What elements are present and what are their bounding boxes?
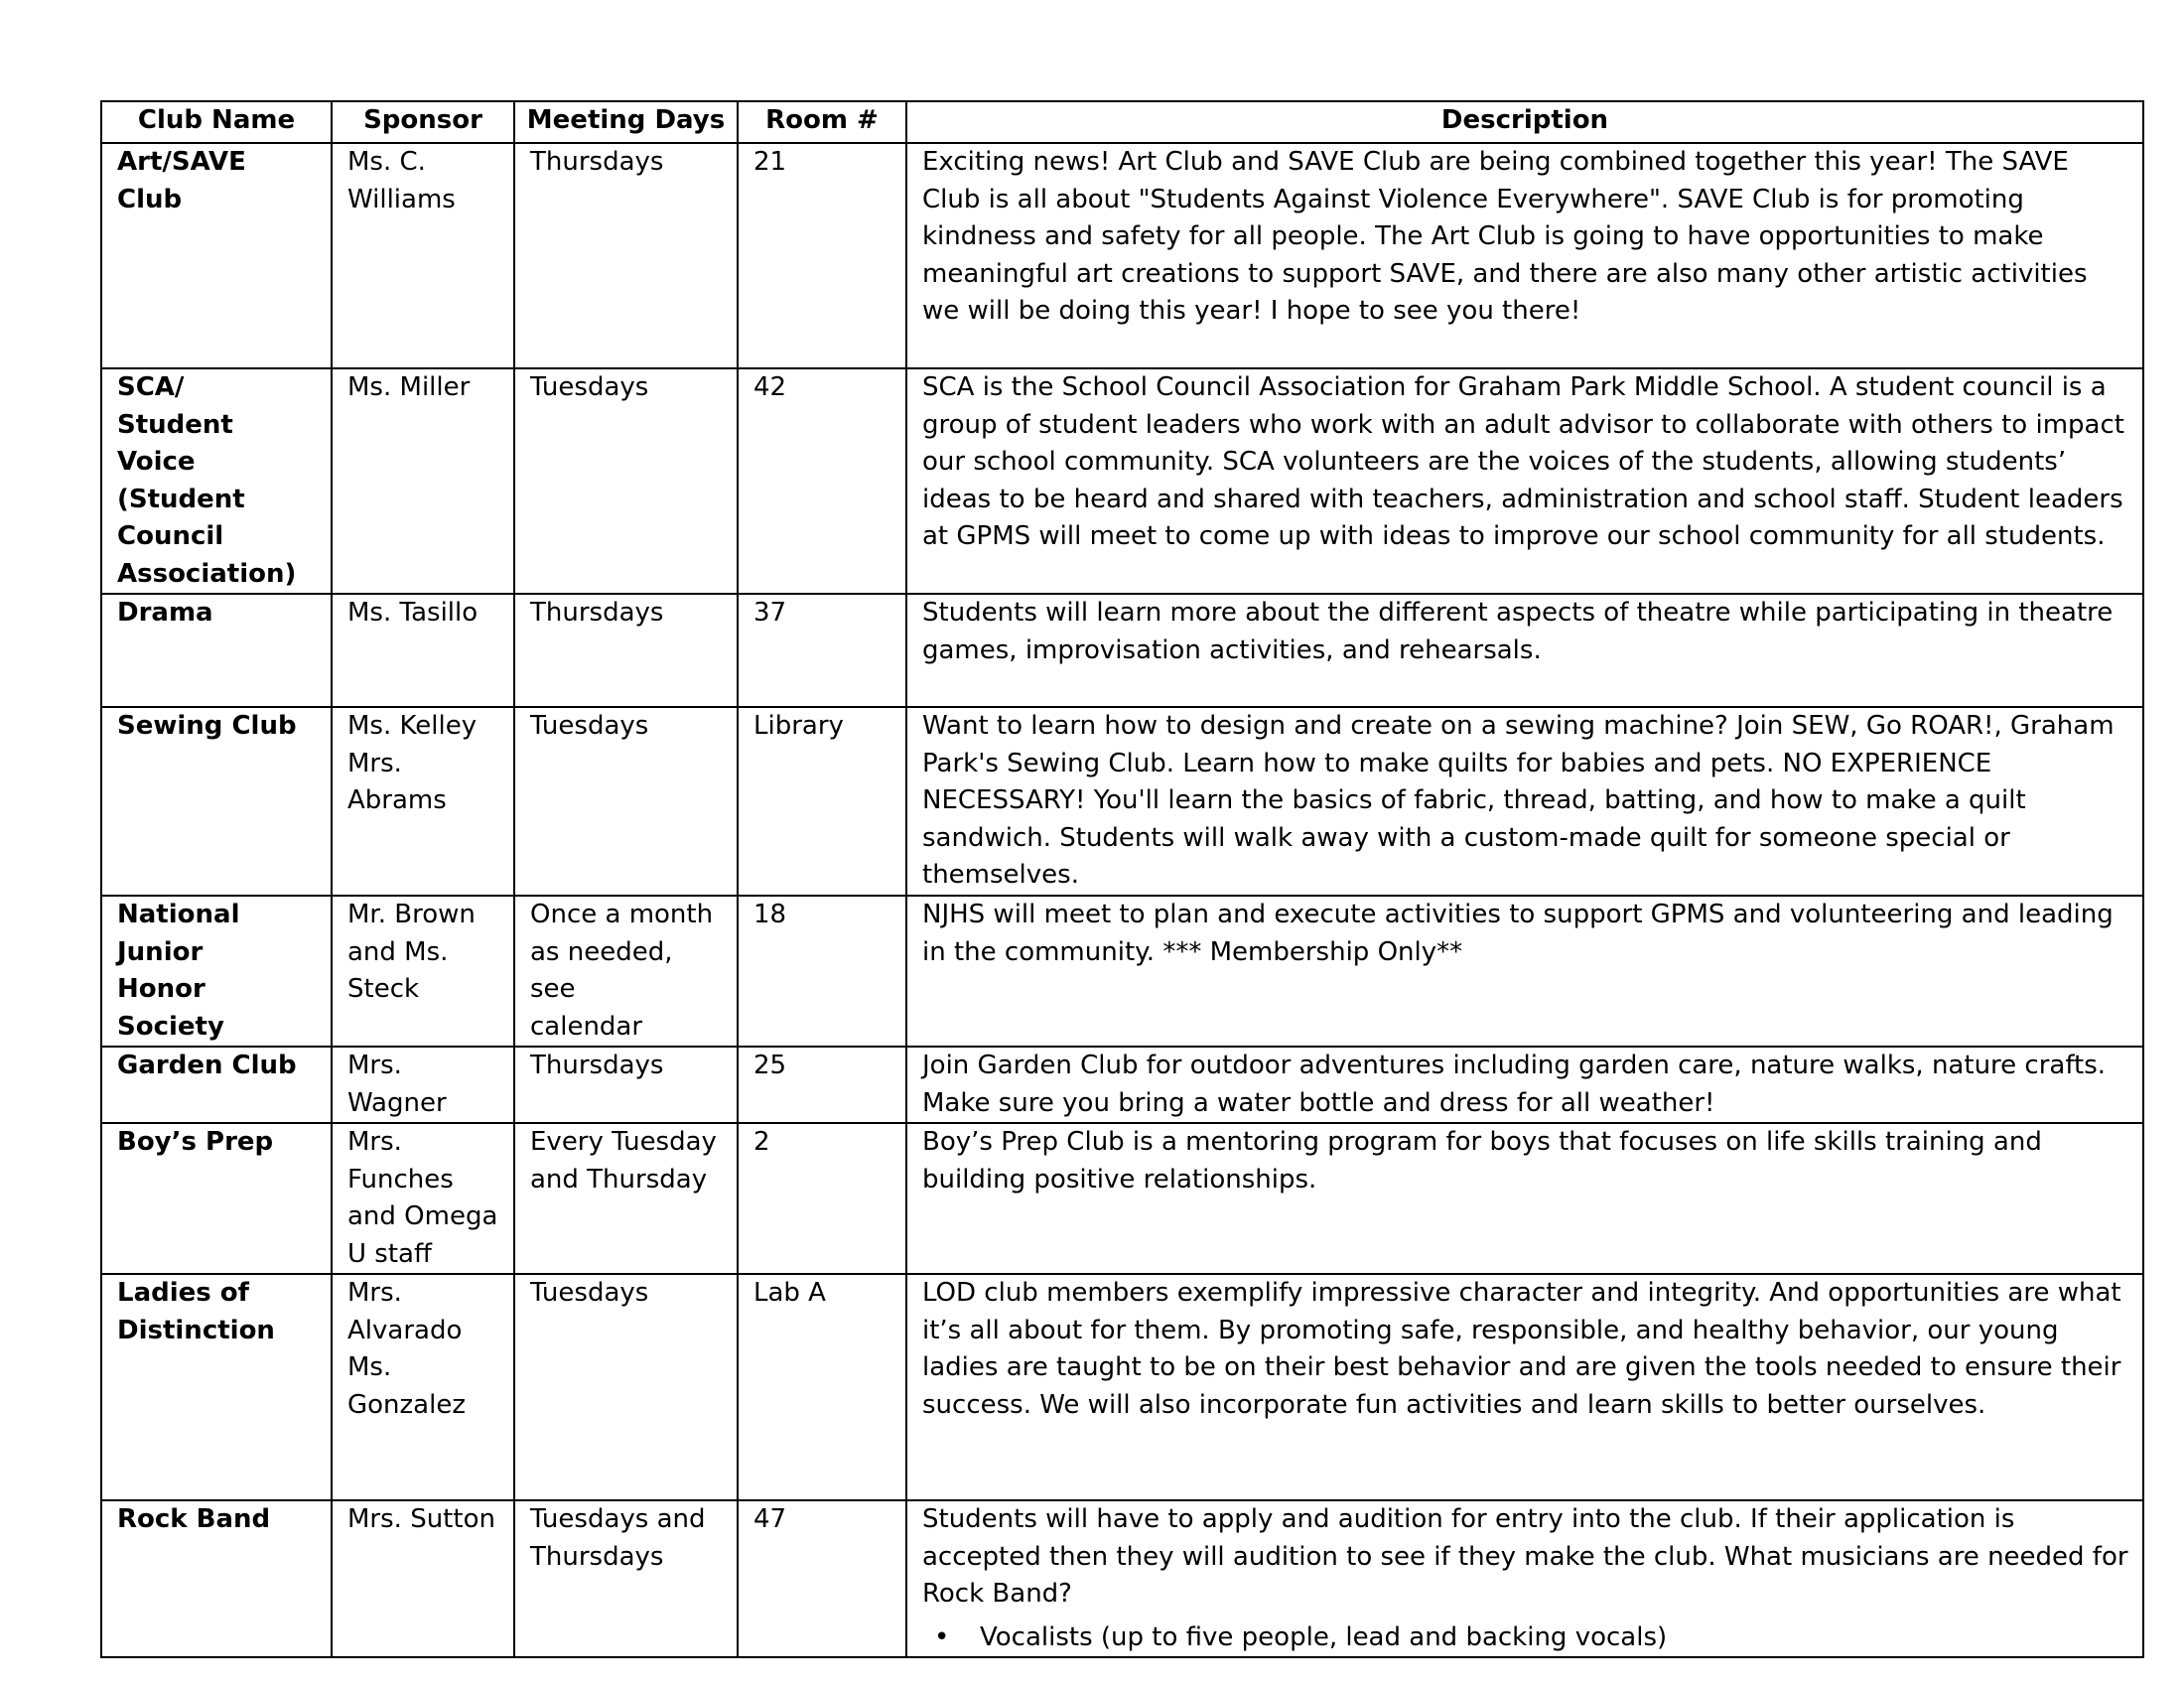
table-row-garden-club xyxy=(101,1047,2143,1123)
club-name-line: Art/SAVE Club xyxy=(117,147,246,214)
meeting-days-cell xyxy=(514,1274,738,1500)
meeting-days-cell xyxy=(514,368,738,594)
meeting-days-line: Every Tuesday xyxy=(530,1127,717,1157)
room-number: 42 xyxy=(753,372,787,402)
sponsor-cell xyxy=(332,1047,514,1123)
meeting-days-line: as needed, see xyxy=(530,936,673,1004)
table-row-ladies-of-distinction xyxy=(101,1274,2143,1500)
sponsor-line: U staff xyxy=(347,1238,432,1269)
sponsor-line: Ms. Kelley xyxy=(347,711,478,741)
description-cell xyxy=(906,1047,2143,1123)
club-name-line: Garden Club xyxy=(117,1051,297,1080)
description-cell xyxy=(906,368,2143,594)
bullet-list xyxy=(922,1619,2130,1657)
sponsor-line: Mrs. Sutton xyxy=(347,1504,495,1534)
club-name-line: Rock Band xyxy=(117,1504,271,1534)
description-cell xyxy=(906,707,2143,896)
club-name-line: Student Voice xyxy=(117,409,233,477)
description-cell xyxy=(906,1123,2143,1274)
sponsor-cell xyxy=(332,896,514,1047)
club-name-line: Association) xyxy=(117,558,297,589)
club-name-cell xyxy=(101,368,332,594)
meeting-days-line: Tuesdays xyxy=(530,372,649,402)
meeting-days-line: Once a month xyxy=(530,900,714,929)
club-rows xyxy=(101,143,2143,1657)
room-cell xyxy=(738,1123,906,1274)
room-cell xyxy=(738,368,906,594)
sponsor-line: Williams xyxy=(347,184,456,214)
meeting-days-cell xyxy=(514,896,738,1047)
room-number: Library xyxy=(753,711,844,741)
sponsor-line: Mrs. xyxy=(347,1278,402,1308)
meeting-days-line: and Thursday xyxy=(530,1164,708,1195)
room-cell xyxy=(738,594,906,707)
description-cell xyxy=(906,896,2143,1047)
description-cell xyxy=(906,594,2143,707)
sponsor-line: Ms. C. xyxy=(347,147,426,177)
meeting-days-cell xyxy=(514,1123,738,1274)
club-name-line: Boy’s Prep xyxy=(117,1127,274,1157)
header-meeting-days: Meeting Days xyxy=(514,101,738,143)
club-name-line: Council xyxy=(117,521,224,551)
sponsor-line: Ms. Miller xyxy=(347,372,471,402)
meeting-days-line: Thursdays xyxy=(530,147,664,177)
description-text: SCA is the School Council Association for Graham Park Middle School. A student council is a group of student leaders who work with an adult advisor to collaborate with others to impact our school community. SCA volunteers are the voices of the students, allowing students’ ideas to be heard and shared with teachers, administration and school staff. Student leaders at GPMS will meet to come up with ideas to improve our school community for all students. xyxy=(922,372,2124,551)
club-name-cell xyxy=(101,707,332,896)
sponsor-line: Funches xyxy=(347,1164,454,1195)
sponsor-line: Mr. Brown xyxy=(347,900,476,929)
meeting-days-cell xyxy=(514,1047,738,1123)
sponsor-cell xyxy=(332,1500,514,1657)
room-number: 47 xyxy=(753,1504,787,1534)
bullet-text: Vocalists (up to five people, lead and backing vocals) xyxy=(980,1621,1668,1652)
club-name-line: SCA/ xyxy=(117,372,185,402)
club-name-line: Drama xyxy=(117,598,213,628)
description-text: Join Garden Club for outdoor adventures including garden care, nature walks, nature crafts. Make sure you bring a water bottle and dress for all weather! xyxy=(922,1051,2107,1118)
table-row-sewing-club xyxy=(101,707,2143,896)
meeting-days-line: Thursdays xyxy=(530,1541,664,1572)
room-number: 37 xyxy=(753,598,787,628)
sponsor-line: Ms. Tasillo xyxy=(347,598,478,628)
meeting-days-line: Tuesdays xyxy=(530,711,649,741)
club-name-line: Sewing Club xyxy=(117,711,297,741)
club-name-cell xyxy=(101,594,332,707)
sponsor-line: Mrs. xyxy=(347,1127,402,1157)
meeting-days-cell xyxy=(514,1500,738,1657)
description-text: Students will have to apply and audition for entry into the club. If their application is accepted then they will audition to see if they make the club. What musicians are needed for Rock Band? xyxy=(922,1504,2128,1609)
room-cell xyxy=(738,143,906,368)
club-name-cell xyxy=(101,1123,332,1274)
club-name-cell xyxy=(101,1500,332,1657)
meeting-days-line: Thursdays xyxy=(530,598,664,628)
club-name-cell xyxy=(101,1047,332,1123)
header-club-name: Club Name xyxy=(101,101,332,143)
room-number: 2 xyxy=(753,1127,770,1157)
header-description: Description xyxy=(906,101,2143,143)
meeting-days-cell xyxy=(514,707,738,896)
sponsor-line: Gonzalez xyxy=(347,1389,466,1420)
description-text: Exciting news! Art Club and SAVE Club are being combined together this year! The SAVE Club is all about "Students Against Violence Everywhere". SAVE Club is for promoting kindness and safety for all people. The Art Club is going to have opportunities to make meaningful art creations to support SAVE, and there are also many other artistic activities we will be doing this year! I hope to see you there! xyxy=(922,147,2088,326)
description-cell xyxy=(906,1274,2143,1500)
clubs-table xyxy=(100,100,2144,1658)
description-text: Want to learn how to design and create on a sewing machine? Join SEW, Go ROAR!, Graham Park's Sewing Club. Learn how to make quilts for babies and pets. NO EXPERIENCE NECESSARY! You'll learn the basics of fabric, thread, batting, and how to make a quilt sandwich. Students will walk away with a custom-made quilt for someone special or themselves. xyxy=(922,711,2115,890)
sponsor-line: and Omega xyxy=(347,1201,498,1231)
bullet-item xyxy=(922,1619,2130,1657)
sponsor-cell xyxy=(332,1274,514,1500)
table-header-row xyxy=(101,101,2143,143)
room-cell xyxy=(738,1047,906,1123)
sponsor-line: Alvarado xyxy=(347,1315,463,1345)
description-cell xyxy=(906,143,2143,368)
club-name-cell xyxy=(101,143,332,368)
room-number: Lab A xyxy=(753,1278,826,1308)
description-text: Boy’s Prep Club is a mentoring program for boys that focuses on life skills training and building positive relationships. xyxy=(922,1127,2042,1195)
club-name-line: (Student xyxy=(117,484,245,514)
sponsor-cell xyxy=(332,368,514,594)
description-text: Students will learn more about the different aspects of theatre while participating in theatre games, improvisation activities, and rehearsals. xyxy=(922,598,2114,665)
table-row-rock-band xyxy=(101,1500,2143,1657)
room-number: 21 xyxy=(753,147,787,177)
sponsor-cell xyxy=(332,594,514,707)
sponsor-cell xyxy=(332,1123,514,1274)
sponsor-cell xyxy=(332,707,514,896)
description-text: NJHS will meet to plan and execute activities to support GPMS and volunteering and leading in the community. *** Membership Only** xyxy=(922,900,2114,967)
sponsor-cell xyxy=(332,143,514,368)
description-text: LOD club members exemplify impressive character and integrity. And opportunities are what it’s all about for them. By promoting safe, responsible, and healthy behavior, our young ladies are taught to be on their best behavior and are given the tools needed to ensure their success. We will also incorporate fun activities and learn skills to better ourselves. xyxy=(922,1278,2121,1420)
meeting-days-cell xyxy=(514,594,738,707)
header-sponsor: Sponsor xyxy=(332,101,514,143)
club-name-cell xyxy=(101,896,332,1047)
sponsor-line: Steck xyxy=(347,974,420,1004)
club-name-cell xyxy=(101,1274,332,1500)
table-row-boys-prep xyxy=(101,1123,2143,1274)
table-row-sca-student-voice xyxy=(101,368,2143,594)
club-name-line: Distinction xyxy=(117,1315,275,1345)
meeting-days-line: Tuesdays xyxy=(530,1278,649,1308)
room-cell xyxy=(738,1500,906,1657)
room-cell xyxy=(738,707,906,896)
club-name-line: Ladies of xyxy=(117,1278,249,1308)
sponsor-line: Ms. xyxy=(347,1352,392,1382)
header-room: Room # xyxy=(738,101,906,143)
sponsor-line: Mrs. xyxy=(347,1051,402,1080)
meeting-days-line: Thursdays xyxy=(530,1051,664,1080)
meeting-days-line: Tuesdays and xyxy=(530,1504,706,1534)
sponsor-line: Wagner xyxy=(347,1087,447,1118)
room-number: 18 xyxy=(753,900,787,929)
meeting-days-line: calendar xyxy=(530,1011,643,1042)
table-row-art-save-club xyxy=(101,143,2143,368)
table-row-national-junior-honor-society xyxy=(101,896,2143,1047)
meeting-days-cell xyxy=(514,143,738,368)
sponsor-line: Abrams xyxy=(347,785,447,815)
sponsor-line: and Ms. xyxy=(347,936,449,967)
room-number: 25 xyxy=(753,1051,787,1080)
sponsor-line: Mrs. xyxy=(347,748,402,778)
description-cell xyxy=(906,1500,2143,1657)
bullet-icon: • xyxy=(934,1621,950,1652)
room-cell xyxy=(738,896,906,1047)
club-name-line: Honor Society xyxy=(117,974,224,1042)
club-name-line: National Junior xyxy=(117,900,240,967)
room-cell xyxy=(738,1274,906,1500)
table-row-drama xyxy=(101,594,2143,707)
